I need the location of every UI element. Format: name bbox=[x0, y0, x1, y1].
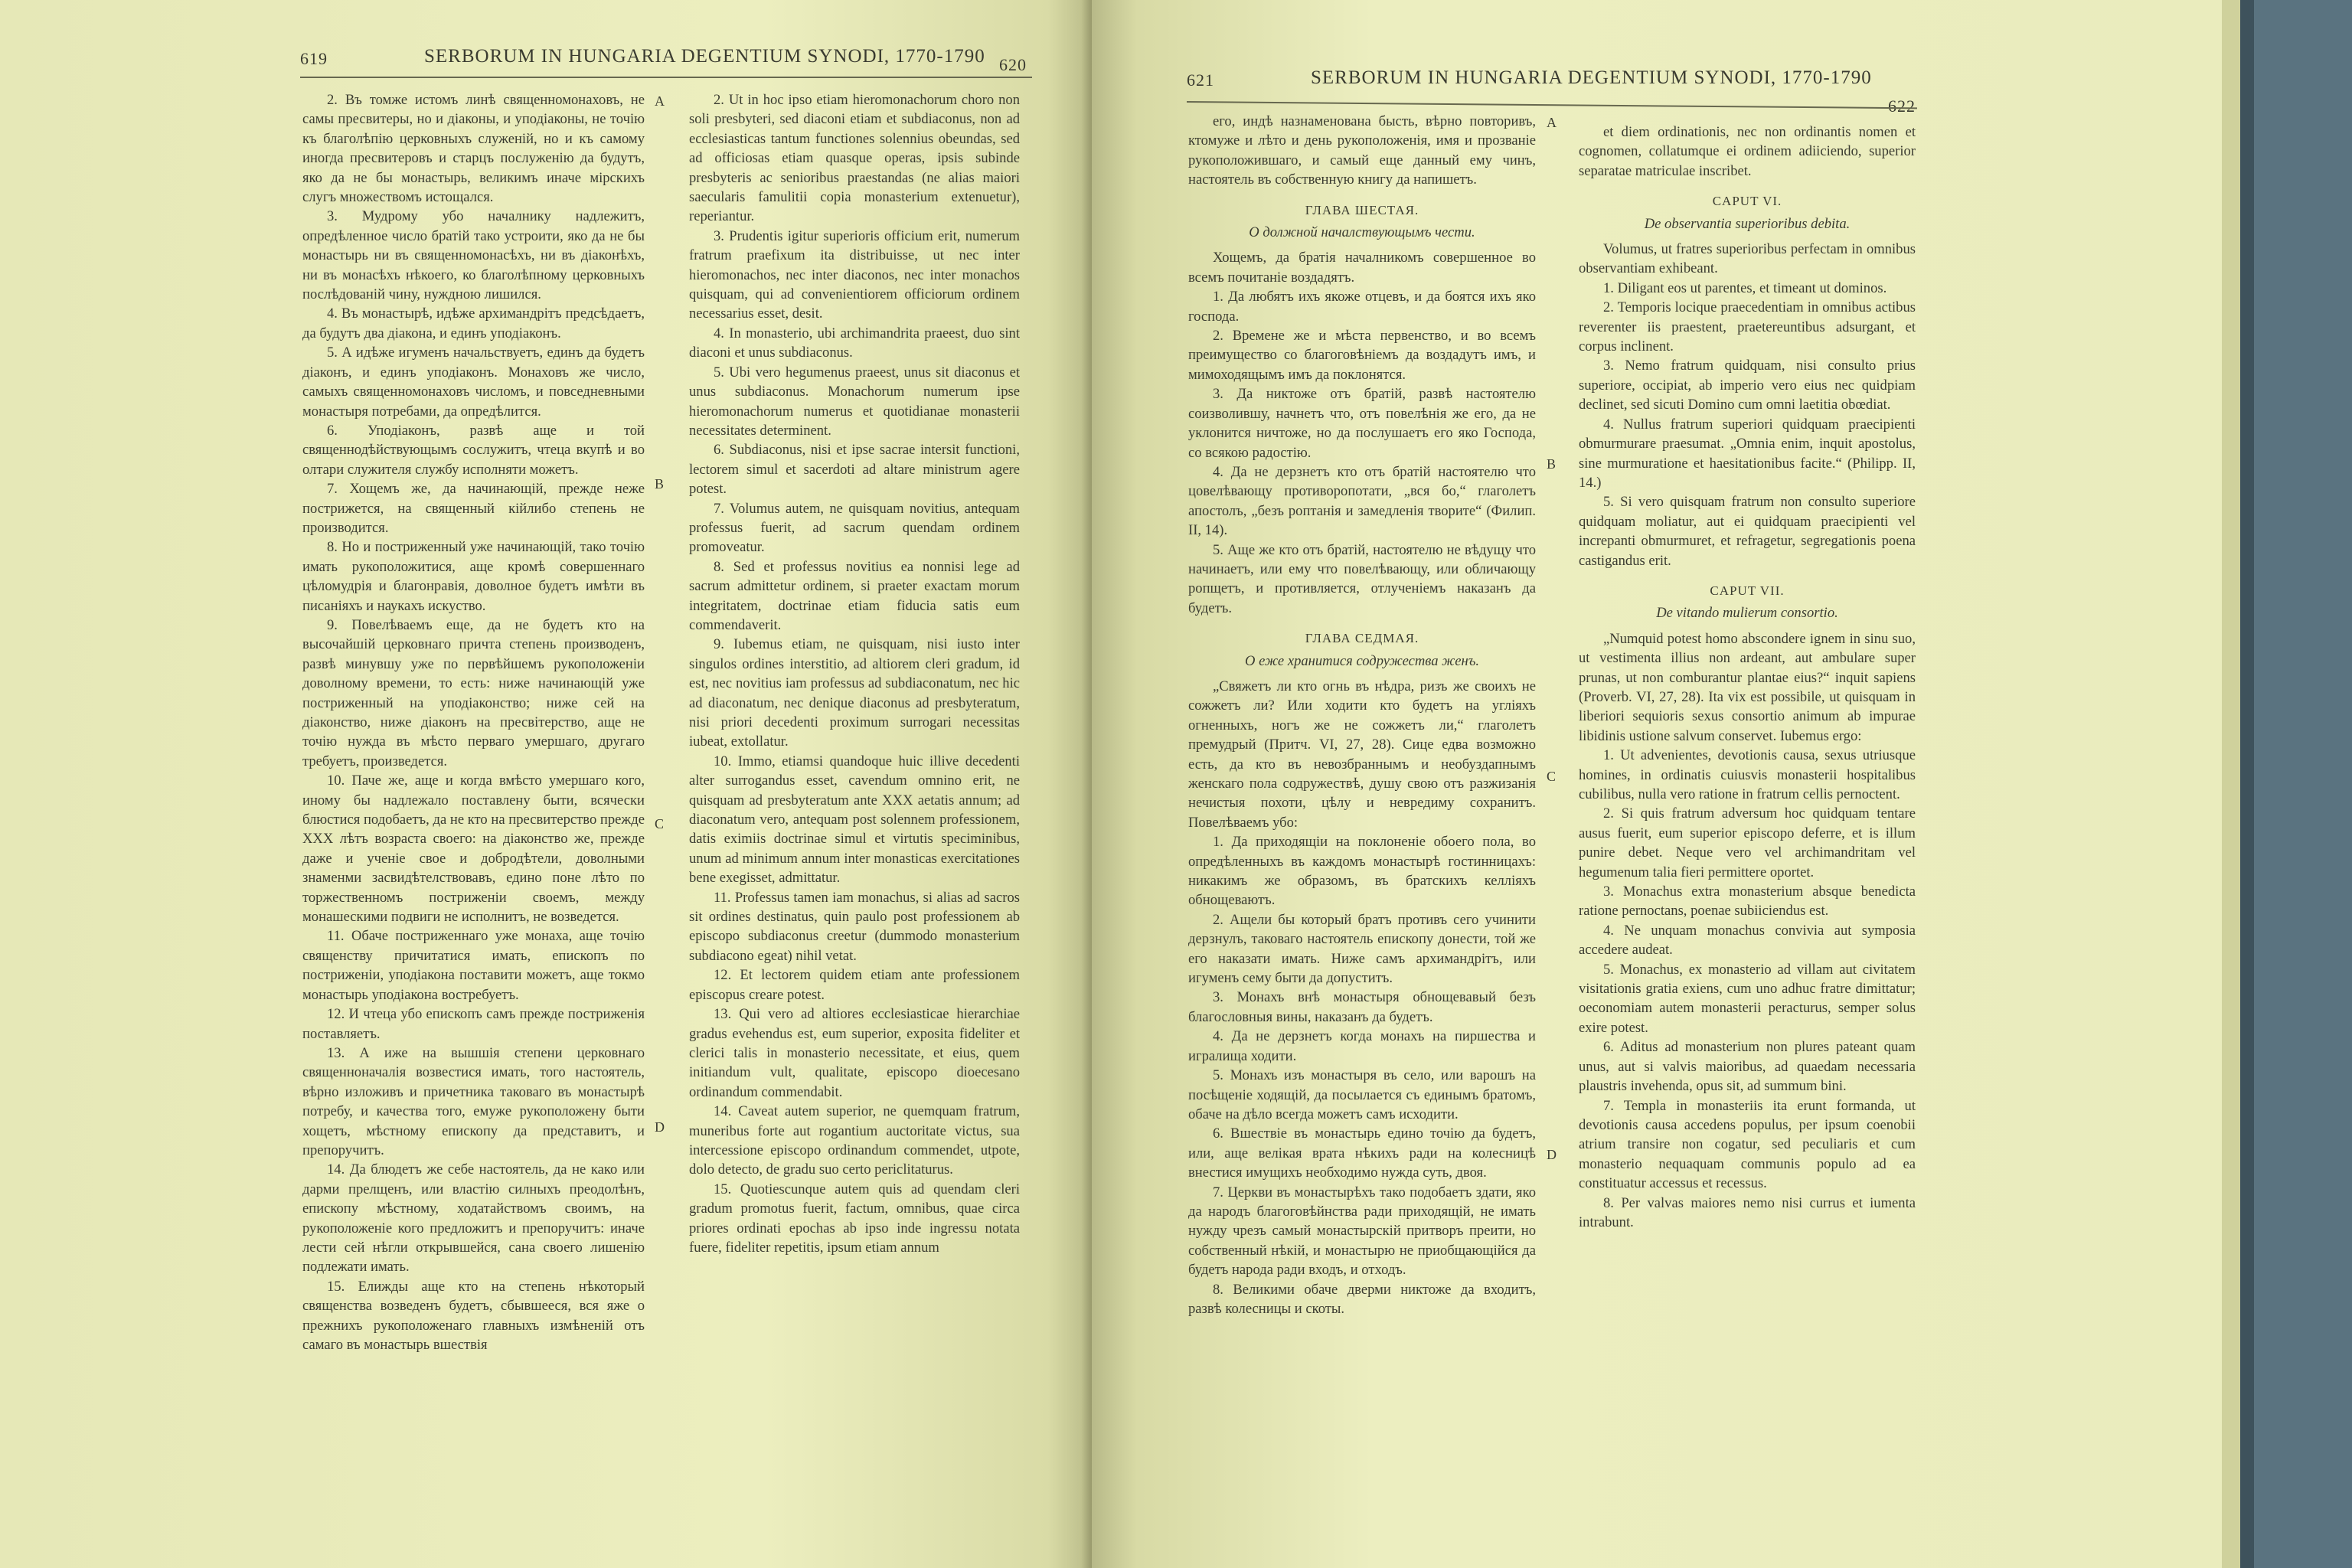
chapter-heading: ГЛАВА СЕДМАЯ. bbox=[1305, 631, 1419, 646]
page-number: 622 bbox=[1888, 96, 1916, 116]
paragraph: „Numquid potest homo abscondere ignem in sinu suo, ut vestimenta illius non ardeant, aut ambulare super prunas, ut non comburantur plantae eius?“ inquit sapiens (Proverb. VI, 27, 28). Ita vix est possibile, ut quisquam in liberiori sequioris sexus consortio animum ab impurae libidinis ustione salvum conservet. Iubemus ergo: bbox=[1579, 630, 1916, 744]
margin-marker: A bbox=[1547, 115, 1557, 130]
latin-column bbox=[689, 90, 1020, 1257]
running-title: SERBORUM IN HUNGARIA DEGENTIUM SYNODI, 1770-1790 bbox=[1311, 67, 1872, 88]
paragraph: 2. Si quis fratrum adversum hoc quidquam tentare ausus fuerit, eum superior episcopo deferre, et is illum punire debet. Neque vero vel archimandritam vel hegumenum talia fieri permittere oportet. bbox=[1579, 805, 1916, 880]
paragraph: 4. Да не дерзнетъ кто отъ братій настоятелю что цовелѣвающу противоропотати, „вся бо,“ глаголетъ апостолъ, „безъ роптанія и замедленія творите“ (Филип. II, 14). bbox=[1188, 463, 1536, 539]
margin-marker: D bbox=[655, 1119, 665, 1135]
paragraph: 1. Diligant eos ut parentes, et timeant ut dominos. bbox=[1603, 279, 1887, 296]
chapter-heading: CAPUT VI. bbox=[1712, 194, 1782, 209]
paragraph: 8. Великими обаче дверми никтоже да входитъ, развѣ колесницы и скоты. bbox=[1188, 1281, 1536, 1317]
paragraph: 8. Per valvas maiores nemo nisi currus et iumenta intrabunt. bbox=[1579, 1194, 1916, 1230]
cover-shadow bbox=[2240, 0, 2254, 1568]
paragraph: „Свяжетъ ли кто огнь въ нѣдра, ризъ же своихъ не сожжетъ ли? Или ходити кто будетъ на углiяхъ огненныхъ, ногъ же не сожжетъ ли,“ глаголетъ премудрый (Притч. VI, 27, 28). Сице едва возможно есть, да кто въ невозбраннымъ и необуздапнымъ женскаго пола содружествѣ, душу свою отъ разжизанія нечистыя похоти, цѣлу и невредиму сохранитъ. Повелѣваемъ убо: bbox=[1188, 678, 1536, 831]
paragraph: 6. Aditus ad monasterium non plures pateant quam unus, aut si valvis maioribus, ad quaedam necessaria plaustris invehenda, opus sit, ad summum bini. bbox=[1579, 1039, 1916, 1095]
paragraph: 2. Времене же и мѣста первенство, и во всемъ преимущество со благоговѣніемъ да воздадутъ имъ, и мимоходящымъ имъ да поклонятся. bbox=[1188, 328, 1536, 383]
paragraph: 9. Повелѣваемъ еще, да не будетъ кто на высочайшій церковнаго причта степень производенъ, развѣ минувшу уже по первѣйшемъ рукоположеніи доволному времени, то есть: ниже начинающій уже постриженный на уподіаконство; ниже сей на діаконство, ниже діаконъ на пресвітерство, аще не точію нужда въ мѣсто перваго умершаго, другаго требуетъ, произведется. bbox=[302, 616, 645, 769]
paragraph: 4. Ne unquam monachus convivia aut symposia accedere audeat. bbox=[1579, 922, 1916, 959]
paragraph: 8. Но и постриженный уже начинающій, тако точію имать рукоположитися, аще кромѣ совершеннаго цѣломудрія и благонравія, доволное будетъ имѣти въ писаніяхъ и наукахъ искуство. bbox=[302, 539, 645, 614]
paragraph: 4. Да не дерзнетъ когда монахъ на пиршества и игралища ходити. bbox=[1188, 1028, 1536, 1064]
paragraph: 6. Subdiaconus, nisi et ipse sacrae intersit functioni, lectorem simul et sacerdoti ad altare ministrum agere potest. bbox=[689, 442, 1020, 498]
paragraph: 15. Елижды аще кто на степень нѣкоторый священства возведенъ будетъ, сбывшееся, вся яже о прежнихъ рукоположенаго главныхъ измѣненій отъ самаго въ монастырь вшествія bbox=[302, 1278, 645, 1353]
paragraph: 1. Да приходящіи на поклоненіе обоего пола, во опредѣленныхъ въ каждомъ монастырѣ гостинницахъ: никакимъ же образомъ, въ братскихъ келліяхъ обнощеваютъ. bbox=[1188, 834, 1536, 909]
page-number: 620 bbox=[999, 55, 1027, 74]
margin-marker: B bbox=[655, 476, 665, 492]
paragraph: 11. Обаче постриженнаго уже монаха, аще точію священству причитатися имать, епископъ по постриженіи, уподіакона поставити можетъ, аще токмо монастырь уподіакона востребуетъ. bbox=[302, 928, 645, 1003]
paragraph: 14. Caveat autem superior, ne quemquam fratrum, muneribus forte aut rogantium auctoritate victus, sua intercessione episcopo ordinandum commendet, utpote, dolo detecto, de gradu suo certo periclitaturus. bbox=[689, 1103, 1020, 1178]
paragraph: 7. Церкви въ монастырѣхъ тако подобаетъ здати, яко да народъ благоговѣйнства ради приходящій, не имать нужду чрезъ самый монастырскій притворъ преити, но собственный нѣкій, и монастырю не приобщающійся да будетъ народа ради входъ, и отходъ. bbox=[1188, 1184, 1536, 1279]
page-number: 621 bbox=[1187, 70, 1214, 90]
right-page bbox=[1092, 0, 2222, 1568]
chapter-heading: ГЛАВА ШЕСТАЯ. bbox=[1305, 202, 1419, 217]
paragraph: 13. Qui vero ad altiores ecclesiasticae hierarchiae gradus evehendus est, eum superior, exposita fideliter et clerici talis in monasterio necessitate, et eius, quem initiandum vult, qualitate, episcopo dioecesano ordinandum commendabit. bbox=[689, 1006, 1020, 1100]
paragraph: 3. Nemo fratrum quidquam, nisi consulto prius superiore, occipiat, ab imperio vero eius nec quidpiam declinet, sed sicuti Domino cum omni laetitia obœdiat. bbox=[1579, 358, 1916, 413]
paragraph: 3. Монахъ внѣ монастыря обнощевавый безъ благословныя вины, наказанъ да будетъ. bbox=[1188, 989, 1536, 1025]
paragraph: 1. Да любятъ ихъ якоже отцевъ, и да боятся ихъ яко господа. bbox=[1188, 289, 1536, 325]
paragraph: 4. Въ монастырѣ, идѣже архимандрітъ предсѣдаетъ, да будутъ два діакона, и единъ уподіаконъ. bbox=[302, 305, 645, 341]
chapter-subtitle: De vitando mulierum consortio. bbox=[1656, 605, 1838, 622]
paragraph: 15. Quotiescunque autem quis ad quendam cleri gradum promotus fuerit, factum, omnibus, quae circa priores ordinati epochas ab ipso inde ingressu notata fuere, fideliter repetitis, ipsum etiam annum bbox=[689, 1181, 1020, 1256]
paragraph: 11. Professus tamen iam monachus, si alias ad sacros sit ordines destinatus, quin paulo post professionem ab episcopo subdiaconus creetur (dummodo monasterium subdiacono egeat) nihil vetat. bbox=[689, 889, 1020, 964]
paragraph: 5. А идѣже игуменъ начальствуетъ, единъ да будетъ діаконъ, и единъ уподіаконъ. Монаховъ же число, самыхъ священномонаховъ числомъ, и повседневными монастыря потребами, да опредѣлится. bbox=[302, 345, 645, 420]
running-title: SERBORUM IN HUNGARIA DEGENTIUM SYNODI, 1770-1790 bbox=[424, 46, 985, 67]
paragraph: 2. Temporis locique praecedentiam in omnibus actibus reverenter iis praestent, praetereuntibus adsurgant, et corpus inclinent. bbox=[1579, 299, 1916, 355]
paragraph: 9. Iubemus etiam, ne quisquam, nisi iusto inter singulos ordines interstitio, ad altiorem cleri gradum, id est, nec novitius iam professus ad subdiaconatum, nec hic ad diaconatum, nec denique diaconus ad presbyteratum, nisi priori decedenti proximum surrogari necessitas iubeat, extollatur. bbox=[689, 636, 1020, 750]
margin-marker: D bbox=[1547, 1147, 1557, 1162]
margin-marker: C bbox=[655, 816, 665, 831]
paragraph: Volumus, ut fratres superioribus perfectam in omnibus observantiam exhibeant. bbox=[1579, 241, 1916, 277]
paragraph: 5. Ubi vero hegumenus praeest, unus sit diaconus et unus subdiaconus. Monachorum numerum ipse hieromonachorum numerus et quotidianae monasterii necessitates determinent. bbox=[689, 364, 1020, 439]
paragraph: его, индѣ назнаменована бысть, вѣрно повторивъ, ктомуже и лѣто и день рукоположенія, имя и прозваніе рукоположившаго, и самый еще данный ему чинъ, настоятель въ собственную книгу да напишетъ. bbox=[1188, 113, 1536, 188]
paragraph: 2. Ut in hoc ipso etiam hieromonachorum choro non soli presbyteri, sed diaconi etiam et subdiaconus, non ad ecclesiasticas tantum functiones solennius obeundas, sed ad officiosas etiam quasque operas, ipsis subinde presbyteris ac senioribus praestandas (ne alias maiori saecularis famulitii copia monasterium extenuetur), reperiantur. bbox=[689, 92, 1020, 225]
paragraph: 7. Templa in monasteriis ita erunt formanda, ut devotionis causa accedens populus, per ipsum coenobii atrium transire non cogatur, sed peculiaris et cum monasterio nequaquam communis populo ad ea constituatur accessus et recessus. bbox=[1579, 1097, 1916, 1192]
paragraph: 2. Ащели бы который братъ противъ сего учинити дерзнулъ, таковаго настоятель епископу донести, той же его наказати имать. Ниже самъ архимандрітъ, или игуменъ сему быти да допуститъ. bbox=[1188, 911, 1536, 987]
background bbox=[2254, 0, 2352, 1568]
margin-marker: A bbox=[655, 93, 665, 109]
paragraph: 5. Монахъ изъ монастыря въ село, или варошъ на посѣщеніе ходящій, да посылается съ единымъ братомъ, обаче на дѣло всегда можетъ самъ исходити. bbox=[1188, 1067, 1536, 1122]
paragraph: 7. Volumus autem, ne quisquam novitius, antequam professus fuerit, ad sacrum quendam ordinem promoveatur. bbox=[689, 500, 1020, 556]
paragraph: 1. Ut advenientes, devotionis causa, sexus utriusque homines, in ordinatis cuiusvis monasterii hospitalibus cubilibus, nulla vero ratione in fratrum cellis pernoctent. bbox=[1579, 747, 1916, 802]
chapter-subtitle: О еже хранитися содружества женъ. bbox=[1245, 652, 1479, 669]
paragraph: 5. Monachus, ex monasterio ad villam aut civitatem visitationis gratia exiens, cum uno adhuc fratre dimittatur; oeconomiam autem monasterii peracturus, semper solus exire potest. bbox=[1579, 961, 1916, 1036]
serbian-column bbox=[1188, 112, 1536, 1318]
paragraph: 2. Въ томже истомъ линѣ священномонаховъ, не самы пресвитеры, но и діаконы, и уподіаконы, не точію къ благолѣпію церковныхъ служеній, но и къ самому иногда пресвитеровъ и старцъ послуженію да будутъ, яко да не бы монастырь, великимъ иначе мірскихъ слугъ множествомъ истощался. bbox=[302, 92, 645, 206]
paragraph: 4. Nullus fratrum superiori quidquam praecipienti obmurmurare praesumat. „Omnia enim, inquit apostolus, sine murmuratione et haesitationibus facite.“ (Philipp. II, 14.) bbox=[1579, 416, 1916, 491]
chapter-subtitle: О должной началствующымъ чести. bbox=[1249, 224, 1475, 241]
paragraph: 7. Хощемъ же, да начинающій, прежде неже пострижется, на священный кійлибо степень не производится. bbox=[302, 481, 645, 536]
margin-marker: C bbox=[1547, 769, 1557, 784]
chapter-heading: CAPUT VII. bbox=[1710, 583, 1785, 598]
header-rule bbox=[300, 77, 1032, 78]
latin-column bbox=[1579, 122, 1916, 1232]
chapter-subtitle: De observantia superioribus debita. bbox=[1644, 215, 1851, 232]
paragraph: 6. Уподіаконъ, развѣ аще и той священнодѣйствующымъ сослужитъ, чтеца вкупѣ и во олтари служителя службу исполняти можетъ. bbox=[302, 422, 645, 478]
paragraph: 13. А иже на вышшія степени церковнаго священноначалія возвестися имать, того настоятель, вѣрно изложивъ и причетника таковаго въ монастырѣ потребу, и качества того, емуже рукоположену быти хощетъ, мѣстному епископу да представитъ, и препоручитъ. bbox=[302, 1044, 645, 1158]
header-rule bbox=[1187, 101, 1917, 109]
paragraph: 10. Паче же, аще и когда вмѣсто умершаго кого, иному бы надлежало поставлену быти, всячески блюстися подобаетъ, да не кто на пресвитерство прежде ХХХ лѣтъ возраста своего: на діаконство же, прежде даже и ученіе свое и добродѣтели, доволными знаменми засвидѣтелствовавъ, едино поне лѣто по торжественномъ постриженіи своемъ, между монашескими подвиги не исполнитъ, не возведется. bbox=[302, 773, 645, 926]
paragraph: 14. Да блюдетъ же себе настоятель, да не како или дарми прелщенъ, или властію силныхъ преодолѣнъ, епископу мѣстному, ходатайствомъ своимъ, на рукоположеніе кого предложитъ и препоручитъ: иначе лести сей нѣгли открывшейся, сана своего лишенію подлежати имать. bbox=[302, 1161, 645, 1276]
paragraph: 3. Да никтоже отъ братій, развѣ настоятелю соизволившу, начнетъ что, отъ повелѣнія же его, да не уклонится ничтоже, но да послушаетъ его яко Господа, со всякою радостію. bbox=[1188, 386, 1536, 461]
paragraph: 4. In monasterio, ubi archimandrita praeest, duo sint diaconi et unus subdiaconus. bbox=[689, 325, 1020, 361]
paragraph: 5. Аще же кто отъ братій, настоятелю не вѣдущу что начинаетъ, или ему что повелѣвающу, или обличающу ропщетъ, и противляется, отлученіемъ наказанъ да будетъ. bbox=[1188, 541, 1536, 616]
paragraph: 10. Immo, etiamsi quandoque huic illive decedenti alter surrogandus esset, cavendum omnino erit, ne quisquam ad presbyteratum ante XXX aetatis annum; ad diaconatum vero, antequam post solennem professionem, datis eximiis doctrinae simul et virtutis speciminibus, unum ad minimum annum inter monasticas exercitationes bene exegisset, admittatur. bbox=[689, 753, 1020, 887]
paragraph: 3. Monachus extra monasterium absque benedicta ratione pernoctans, poenae subiiciendus est. bbox=[1579, 884, 1916, 920]
left-page-header bbox=[0, 44, 1092, 75]
right-page-header bbox=[1092, 66, 2222, 116]
paragraph: 6. Вшествіе въ монастырь едино точію да будетъ, или, аще велікая врата нѣкихъ ради на колесницѣ внестися имущихъ необходимо нужда суть, двоя. bbox=[1188, 1125, 1536, 1181]
paragraph: et diem ordinationis, nec non ordinantis nomen et cognomen, collatumque ei ordinem adiiciendo, superior separatae matriculae inscribet. bbox=[1579, 124, 1916, 179]
margin-marker: B bbox=[1547, 456, 1557, 472]
left-page bbox=[0, 0, 1092, 1568]
paragraph: 12. Et lectorem quidem etiam ante professionem episcopus creare potest. bbox=[689, 967, 1020, 1003]
serbian-column bbox=[302, 90, 645, 1354]
page-edge bbox=[2222, 0, 2240, 1568]
paragraph: 3. Prudentis igitur superioris officium erit, numerum fratrum praefixum ita distribuisse, ut nec inter hieromonachos, nec inter diaconos, nec inter monachos quisquam, qui ad convenientiorem officiorum ordinem necessarius esset, desit. bbox=[689, 227, 1020, 322]
paragraph: 12. И чтеца убо епископъ самъ прежде постриженія поставляетъ. bbox=[302, 1006, 645, 1042]
paragraph: 3. Мудрому убо началнику надлежитъ, опредѣленное число братій тако устроити, яко да не бы монастырь ни въ священномонасѣхъ, ни въ діаконѣхъ, ни въ монасѣхъ нѣкоего, ко благолѣпному церковныхъ послѣдованій чину, нуждною лишился. bbox=[302, 208, 645, 303]
paragraph: Хощемъ, да братія началникомъ совершенное во всемъ почитаніе воздадятъ. bbox=[1188, 250, 1536, 286]
paragraph: 8. Sed et professus novitius ea nonnisi lege ad sacrum admittetur ordinem, si praeter exactam morum integritatem, doctrinae etiam fiducia satis eum commendaverit. bbox=[689, 558, 1020, 633]
page-number: 619 bbox=[300, 49, 328, 68]
paragraph: 5. Si vero quisquam fratrum non consulto superiore quidquam moliatur, aut ei quidquam praecipienti vel increpanti obmurmuret, et refragetur, segregationis poena castigandus erit. bbox=[1579, 494, 1916, 569]
